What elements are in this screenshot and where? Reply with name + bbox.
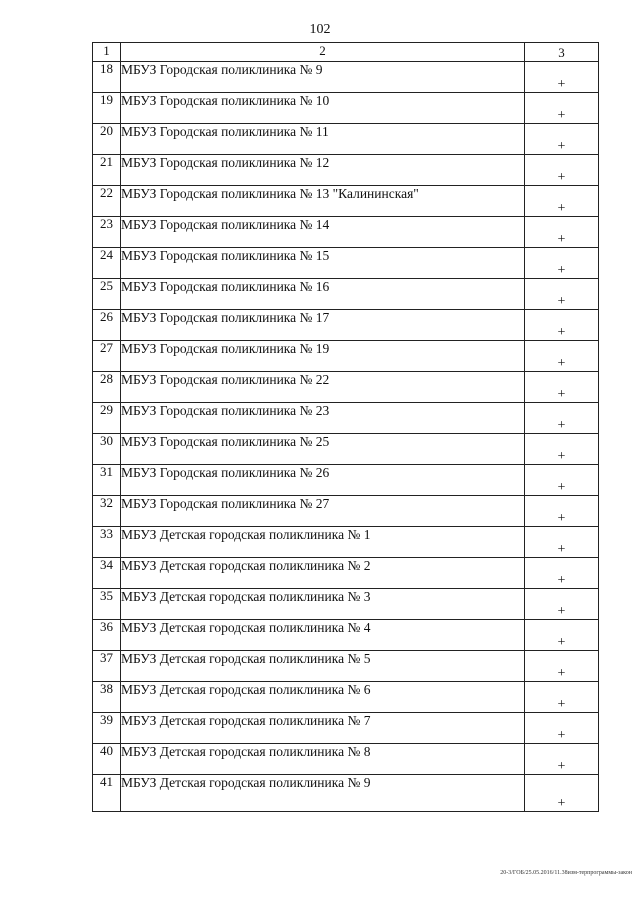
- institution-name: МБУЗ Детская городская поликлиника № 3: [121, 589, 525, 620]
- table-row: [93, 372, 599, 403]
- institution-name: МБУЗ Детская городская поликлиника № 2: [121, 558, 525, 589]
- table-row: [93, 279, 599, 310]
- participation-mark: +: [525, 403, 599, 434]
- table-row: [93, 248, 599, 279]
- participation-mark: +: [525, 775, 599, 812]
- participation-mark: +: [525, 651, 599, 682]
- participation-mark: +: [525, 496, 599, 527]
- institution-name: МБУЗ Детская городская поликлиника № 7: [121, 713, 525, 744]
- table-body: [93, 62, 599, 812]
- table-row: [93, 775, 599, 812]
- participation-mark: +: [525, 279, 599, 310]
- institution-name: МБУЗ Городская поликлиника № 23: [121, 403, 525, 434]
- row-number: 19: [93, 93, 121, 124]
- participation-mark: +: [525, 589, 599, 620]
- row-number: 18: [93, 62, 121, 93]
- institution-name: МБУЗ Городская поликлиника № 15: [121, 248, 525, 279]
- row-number: 37: [93, 651, 121, 682]
- institution-name: МБУЗ Городская поликлиника № 13 "Калининская": [121, 186, 525, 217]
- table-row: [93, 403, 599, 434]
- table-row: [93, 124, 599, 155]
- participation-mark: +: [525, 217, 599, 248]
- table-row: [93, 744, 599, 775]
- table-row: [93, 186, 599, 217]
- institution-name: МБУЗ Детская городская поликлиника № 8: [121, 744, 525, 775]
- participation-mark: +: [525, 248, 599, 279]
- row-number: 33: [93, 527, 121, 558]
- institution-name: МБУЗ Детская городская поликлиника № 4: [121, 620, 525, 651]
- participation-mark: +: [525, 186, 599, 217]
- row-number: 30: [93, 434, 121, 465]
- participation-mark: +: [525, 744, 599, 775]
- institution-name: МБУЗ Городская поликлиника № 9: [121, 62, 525, 93]
- row-number: 23: [93, 217, 121, 248]
- row-number: 40: [93, 744, 121, 775]
- row-number: 21: [93, 155, 121, 186]
- column-header-1: 1: [93, 43, 121, 62]
- institution-name: МБУЗ Детская городская поликлиника № 6: [121, 682, 525, 713]
- table-row: [93, 62, 599, 93]
- participation-mark: +: [525, 310, 599, 341]
- table-row: [93, 341, 599, 372]
- participation-mark: +: [525, 124, 599, 155]
- participation-mark: +: [525, 527, 599, 558]
- institution-name: МБУЗ Городская поликлиника № 14: [121, 217, 525, 248]
- participation-mark: +: [525, 341, 599, 372]
- column-header-2: 2: [121, 43, 525, 62]
- row-number: 38: [93, 682, 121, 713]
- row-number: 24: [93, 248, 121, 279]
- row-number: 39: [93, 713, 121, 744]
- page-number: 102: [309, 22, 331, 37]
- institution-name: МБУЗ Детская городская поликлиника № 1: [121, 527, 525, 558]
- row-number: 31: [93, 465, 121, 496]
- participation-mark: +: [525, 372, 599, 403]
- table-row: [93, 310, 599, 341]
- institution-name: МБУЗ Городская поликлиника № 26: [121, 465, 525, 496]
- participation-mark: +: [525, 93, 599, 124]
- table-header-row: [93, 43, 599, 62]
- institution-name: МБУЗ Городская поликлиника № 17: [121, 310, 525, 341]
- table-row: [93, 155, 599, 186]
- table-row: [93, 496, 599, 527]
- table-row: [93, 465, 599, 496]
- institution-name: МБУЗ Городская поликлиника № 22: [121, 372, 525, 403]
- participation-mark: +: [525, 682, 599, 713]
- institution-name: МБУЗ Городская поликлиника № 25: [121, 434, 525, 465]
- table-row: [93, 93, 599, 124]
- participation-mark: +: [525, 155, 599, 186]
- participation-mark: +: [525, 558, 599, 589]
- table-row: [93, 434, 599, 465]
- row-number: 32: [93, 496, 121, 527]
- institution-name: МБУЗ Детская городская поликлиника № 5: [121, 651, 525, 682]
- institution-name: МБУЗ Городская поликлиника № 11: [121, 124, 525, 155]
- institution-name: МБУЗ Детская городская поликлиника № 9: [121, 775, 525, 812]
- institutions-table: [92, 42, 599, 812]
- row-number: 22: [93, 186, 121, 217]
- row-number: 25: [93, 279, 121, 310]
- row-number: 35: [93, 589, 121, 620]
- participation-mark: +: [525, 434, 599, 465]
- table-row: [93, 527, 599, 558]
- table-row: [93, 651, 599, 682]
- row-number: 34: [93, 558, 121, 589]
- row-number: 26: [93, 310, 121, 341]
- participation-mark: +: [525, 620, 599, 651]
- row-number: 27: [93, 341, 121, 372]
- institution-name: МБУЗ Городская поликлиника № 27: [121, 496, 525, 527]
- institution-name: МБУЗ Городская поликлиника № 19: [121, 341, 525, 372]
- participation-mark: +: [525, 713, 599, 744]
- institution-name: МБУЗ Городская поликлиника № 16: [121, 279, 525, 310]
- row-number: 20: [93, 124, 121, 155]
- table-row: [93, 558, 599, 589]
- column-header-3: 3: [525, 43, 599, 62]
- table-row: [93, 620, 599, 651]
- participation-mark: +: [525, 62, 599, 93]
- institution-name: МБУЗ Городская поликлиника № 12: [121, 155, 525, 186]
- table-row: [93, 713, 599, 744]
- table-row: [93, 682, 599, 713]
- footer-document-code: 20-3/ГОБ/25.05.2016/11.38изм-терпрограммы-закон: [500, 870, 632, 876]
- row-number: 41: [93, 775, 121, 812]
- row-number: 36: [93, 620, 121, 651]
- row-number: 29: [93, 403, 121, 434]
- participation-mark: +: [525, 465, 599, 496]
- row-number: 28: [93, 372, 121, 403]
- table-row: [93, 217, 599, 248]
- table-row: [93, 589, 599, 620]
- institution-name: МБУЗ Городская поликлиника № 10: [121, 93, 525, 124]
